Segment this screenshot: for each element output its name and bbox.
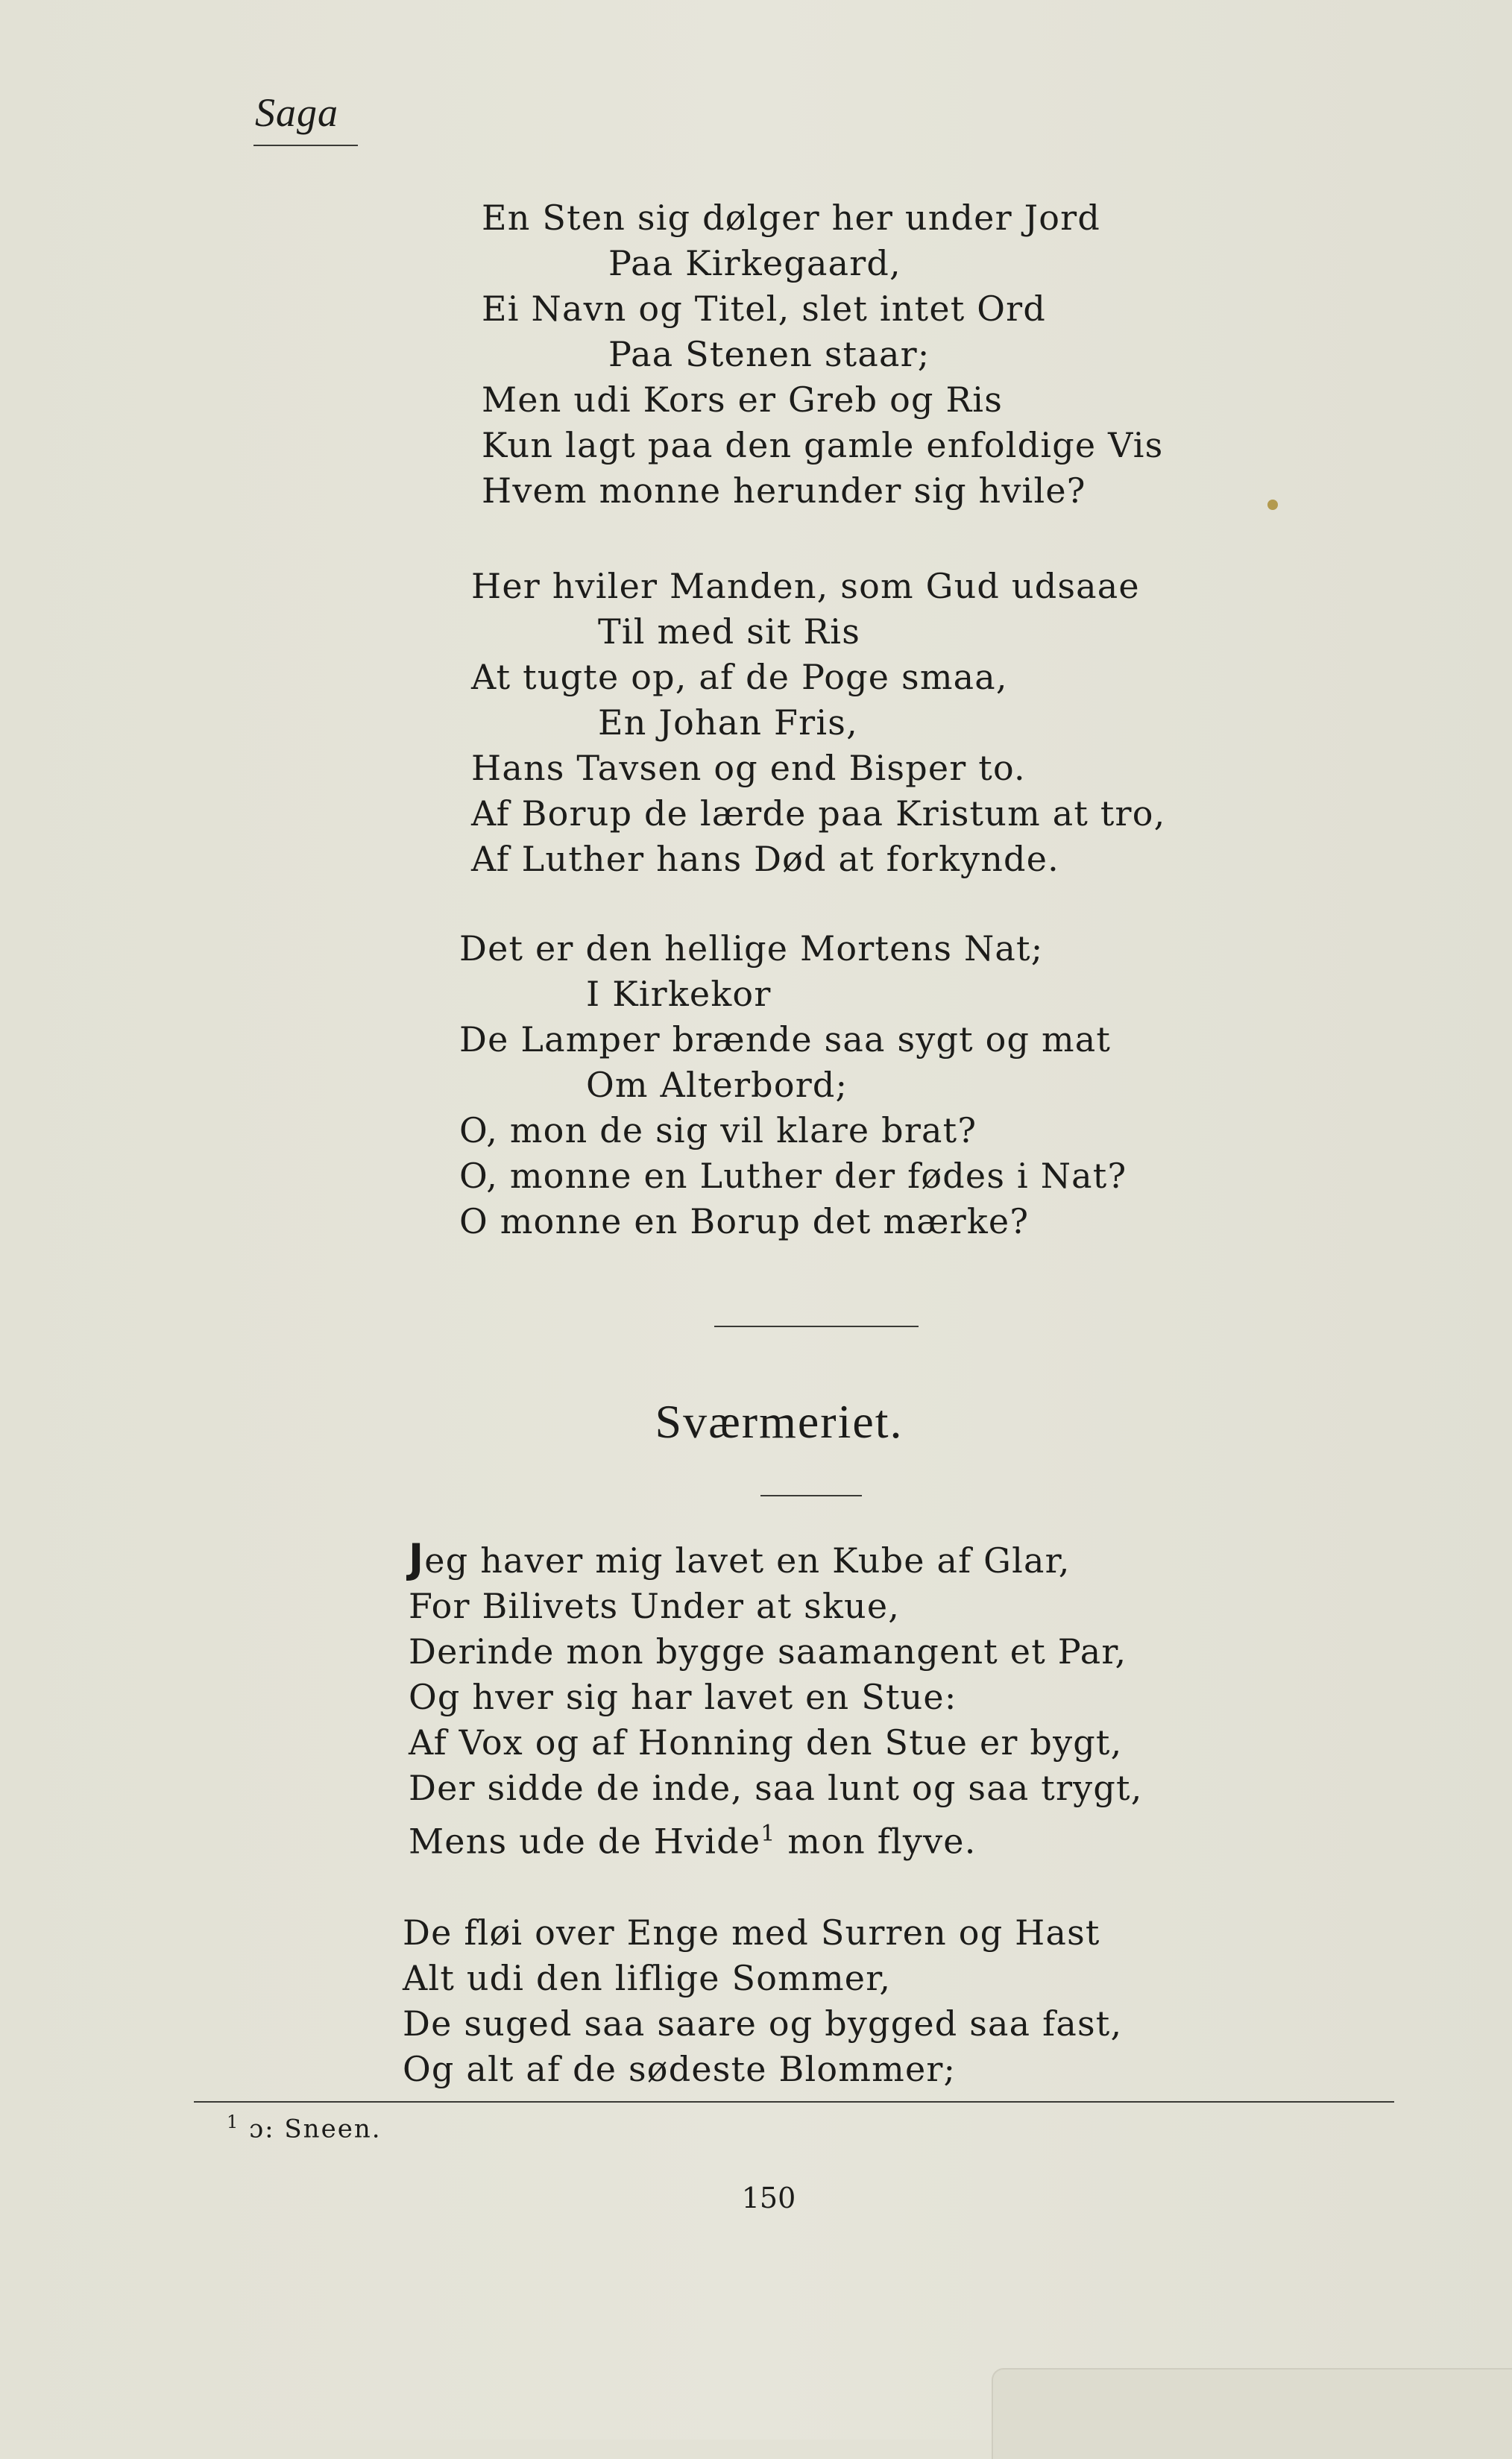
- verse-line: O monne en Borup det mærke?: [459, 1201, 1030, 1241]
- footnote-reference: 1: [760, 1821, 776, 1847]
- footnote-rule: [194, 2101, 1394, 2103]
- page-number: 150: [741, 2182, 796, 2214]
- verse-line: Til med sit Ris: [598, 611, 861, 652]
- section-title: Sværmeriet.: [655, 1395, 904, 1448]
- verse-text: eg haver mig lavet en Kube af Glar,: [424, 1540, 1071, 1581]
- verse-line: Og alt af de sødeste Blommer;: [403, 2049, 957, 2089]
- verse-line: Paa Stenen staar;: [608, 334, 930, 374]
- verse-line: Af Borup de lærde paa Kristum at tro,: [471, 793, 1166, 834]
- footnote-text: ɔ: Sneen.: [239, 2114, 382, 2144]
- verse-line: [409, 1536, 1143, 1584]
- verse-line: Alt udi den liflige Sommer,: [403, 1958, 892, 1998]
- verse-line: Hans Tavsen og end Bisper to.: [471, 748, 1026, 788]
- verse-line: De suged saa saare og bygged saa fast,: [403, 2003, 1123, 2044]
- scan-corner: [992, 2368, 1512, 2459]
- verse-line: De fløi over Enge med Surren og Hast: [403, 1912, 1100, 1953]
- verse-text: mon flyve.: [775, 1821, 977, 1862]
- verse-line: At tugte op, af de Poge smaa,: [471, 657, 1008, 697]
- verse-line: I Kirkekor: [586, 974, 772, 1014]
- verse-line: Kun lagt paa den gamle enfoldige Vis: [482, 425, 1164, 465]
- verse-line: Her hviler Manden, som Gud udsaae: [471, 566, 1140, 606]
- verse-line: For Bilivets Under at skue,: [409, 1586, 901, 1626]
- title-underline: [760, 1495, 862, 1496]
- verse-line: En Johan Fris,: [598, 702, 858, 743]
- verse-line: O, mon de sig vil klare brat?: [459, 1110, 977, 1150]
- verse-line: De Lamper brænde saa sygt og mat: [459, 1019, 1112, 1060]
- verse-line: Men udi Kors er Greb og Ris: [482, 380, 1003, 420]
- verse-line: [409, 1811, 1143, 1864]
- paper-blemish: [1267, 500, 1278, 510]
- initial-letter: J: [409, 1535, 425, 1582]
- verse-line: En Sten sig dølger her under Jord: [482, 198, 1100, 238]
- poem2-stanza-2: [403, 1910, 1122, 2092]
- stanza-2: [471, 564, 1165, 882]
- verse-line: Der sidde de inde, saa lunt og saa trygt,: [409, 1768, 1143, 1808]
- verse-line: Det er den hellige Mortens Nat;: [459, 928, 1044, 969]
- verse-line: Af Luther hans Død at forkynde.: [471, 839, 1059, 879]
- verse-line: Derinde mon bygge saamangent et Par,: [409, 1631, 1127, 1672]
- footnote: [227, 2112, 382, 2144]
- verse-text: Mens ude de Hvide: [409, 1821, 761, 1862]
- footnote-marker: 1: [227, 2112, 240, 2132]
- section-divider: [714, 1326, 919, 1327]
- poem2-stanza-1: [409, 1536, 1143, 1864]
- running-head: Saga: [255, 90, 338, 135]
- verse-line: O, monne en Luther der fødes i Nat?: [459, 1156, 1127, 1196]
- verse-line: Hvem monne herunder sig hvile?: [482, 470, 1086, 511]
- running-head-rule: [253, 145, 358, 146]
- verse-line: Af Vox og af Honning den Stue er bygt,: [409, 1722, 1123, 1763]
- verse-line: Om Alterbord;: [586, 1065, 848, 1105]
- verse-line: Og hver sig har lavet en Stue:: [409, 1677, 957, 1717]
- verse-line: Paa Kirkegaard,: [608, 243, 901, 283]
- stanza-1: [482, 195, 1163, 514]
- stanza-3: [459, 926, 1127, 1244]
- verse-line: Ei Navn og Titel, slet intet Ord: [482, 289, 1046, 329]
